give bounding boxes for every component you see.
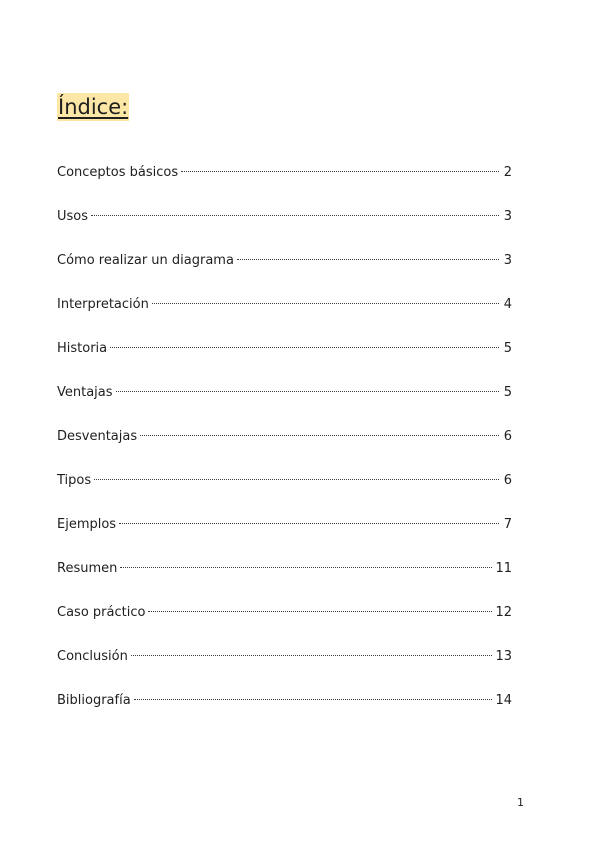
dot-leader bbox=[131, 655, 493, 656]
toc-entry-label: Resumen bbox=[57, 561, 118, 576]
toc-entry-page: 6 bbox=[503, 473, 512, 488]
toc-entry-page: 2 bbox=[503, 165, 512, 180]
toc-entry-page: 6 bbox=[503, 429, 512, 444]
toc-entry bbox=[57, 688, 512, 732]
page-title: Índice: bbox=[58, 95, 129, 119]
dot-leader bbox=[120, 567, 492, 568]
toc-entry bbox=[57, 600, 512, 644]
dot-leader bbox=[110, 347, 499, 348]
dot-leader bbox=[237, 259, 499, 260]
toc-entry-label: Historia bbox=[57, 341, 108, 356]
dot-leader bbox=[119, 523, 499, 524]
toc-entry bbox=[57, 248, 512, 292]
toc-entry-label: Ventajas bbox=[57, 385, 113, 400]
toc-entry-page: 5 bbox=[503, 341, 512, 356]
toc-entry-page: 13 bbox=[495, 649, 512, 664]
toc-entry-label: Conceptos básicos bbox=[57, 165, 179, 180]
toc-entry-label: Cómo realizar un diagrama bbox=[57, 253, 234, 268]
toc-entry-label: Bibliografía bbox=[57, 693, 131, 708]
toc-entry-label: Caso práctico bbox=[57, 605, 146, 620]
toc-entry bbox=[57, 380, 512, 424]
dot-leader bbox=[181, 171, 499, 172]
dot-leader bbox=[94, 479, 499, 480]
toc-entry-label: Interpretación bbox=[57, 297, 149, 312]
toc-entry bbox=[57, 468, 512, 512]
toc-entry-page: 4 bbox=[503, 297, 512, 312]
toc-entry-page: 3 bbox=[503, 209, 512, 224]
toc-entry bbox=[57, 512, 512, 556]
toc-entry-page: 14 bbox=[495, 693, 512, 708]
toc-entry bbox=[57, 160, 512, 204]
toc-entry-label: Ejemplos bbox=[57, 517, 117, 532]
dot-leader bbox=[152, 303, 499, 304]
dot-leader bbox=[148, 611, 492, 612]
toc-entry bbox=[57, 556, 512, 600]
toc-entry-page: 12 bbox=[495, 605, 512, 620]
toc-entry bbox=[57, 204, 512, 248]
toc-entry-page: 11 bbox=[495, 561, 512, 576]
page-number: 1 bbox=[517, 796, 524, 809]
table-of-contents bbox=[57, 160, 512, 732]
toc-entry-page: 3 bbox=[503, 253, 512, 268]
toc-entry bbox=[57, 336, 512, 380]
toc-entry bbox=[57, 644, 512, 688]
dot-leader bbox=[91, 215, 499, 216]
toc-entry bbox=[57, 292, 512, 336]
dot-leader bbox=[116, 391, 499, 392]
dot-leader bbox=[140, 435, 499, 436]
toc-entry-page: 7 bbox=[503, 517, 512, 532]
dot-leader bbox=[134, 699, 493, 700]
toc-entry bbox=[57, 424, 512, 468]
toc-entry-label: Tipos bbox=[57, 473, 92, 488]
toc-entry-label: Conclusión bbox=[57, 649, 128, 664]
toc-entry-label: Usos bbox=[57, 209, 89, 224]
toc-entry-label: Desventajas bbox=[57, 429, 138, 444]
toc-entry-page: 5 bbox=[503, 385, 512, 400]
